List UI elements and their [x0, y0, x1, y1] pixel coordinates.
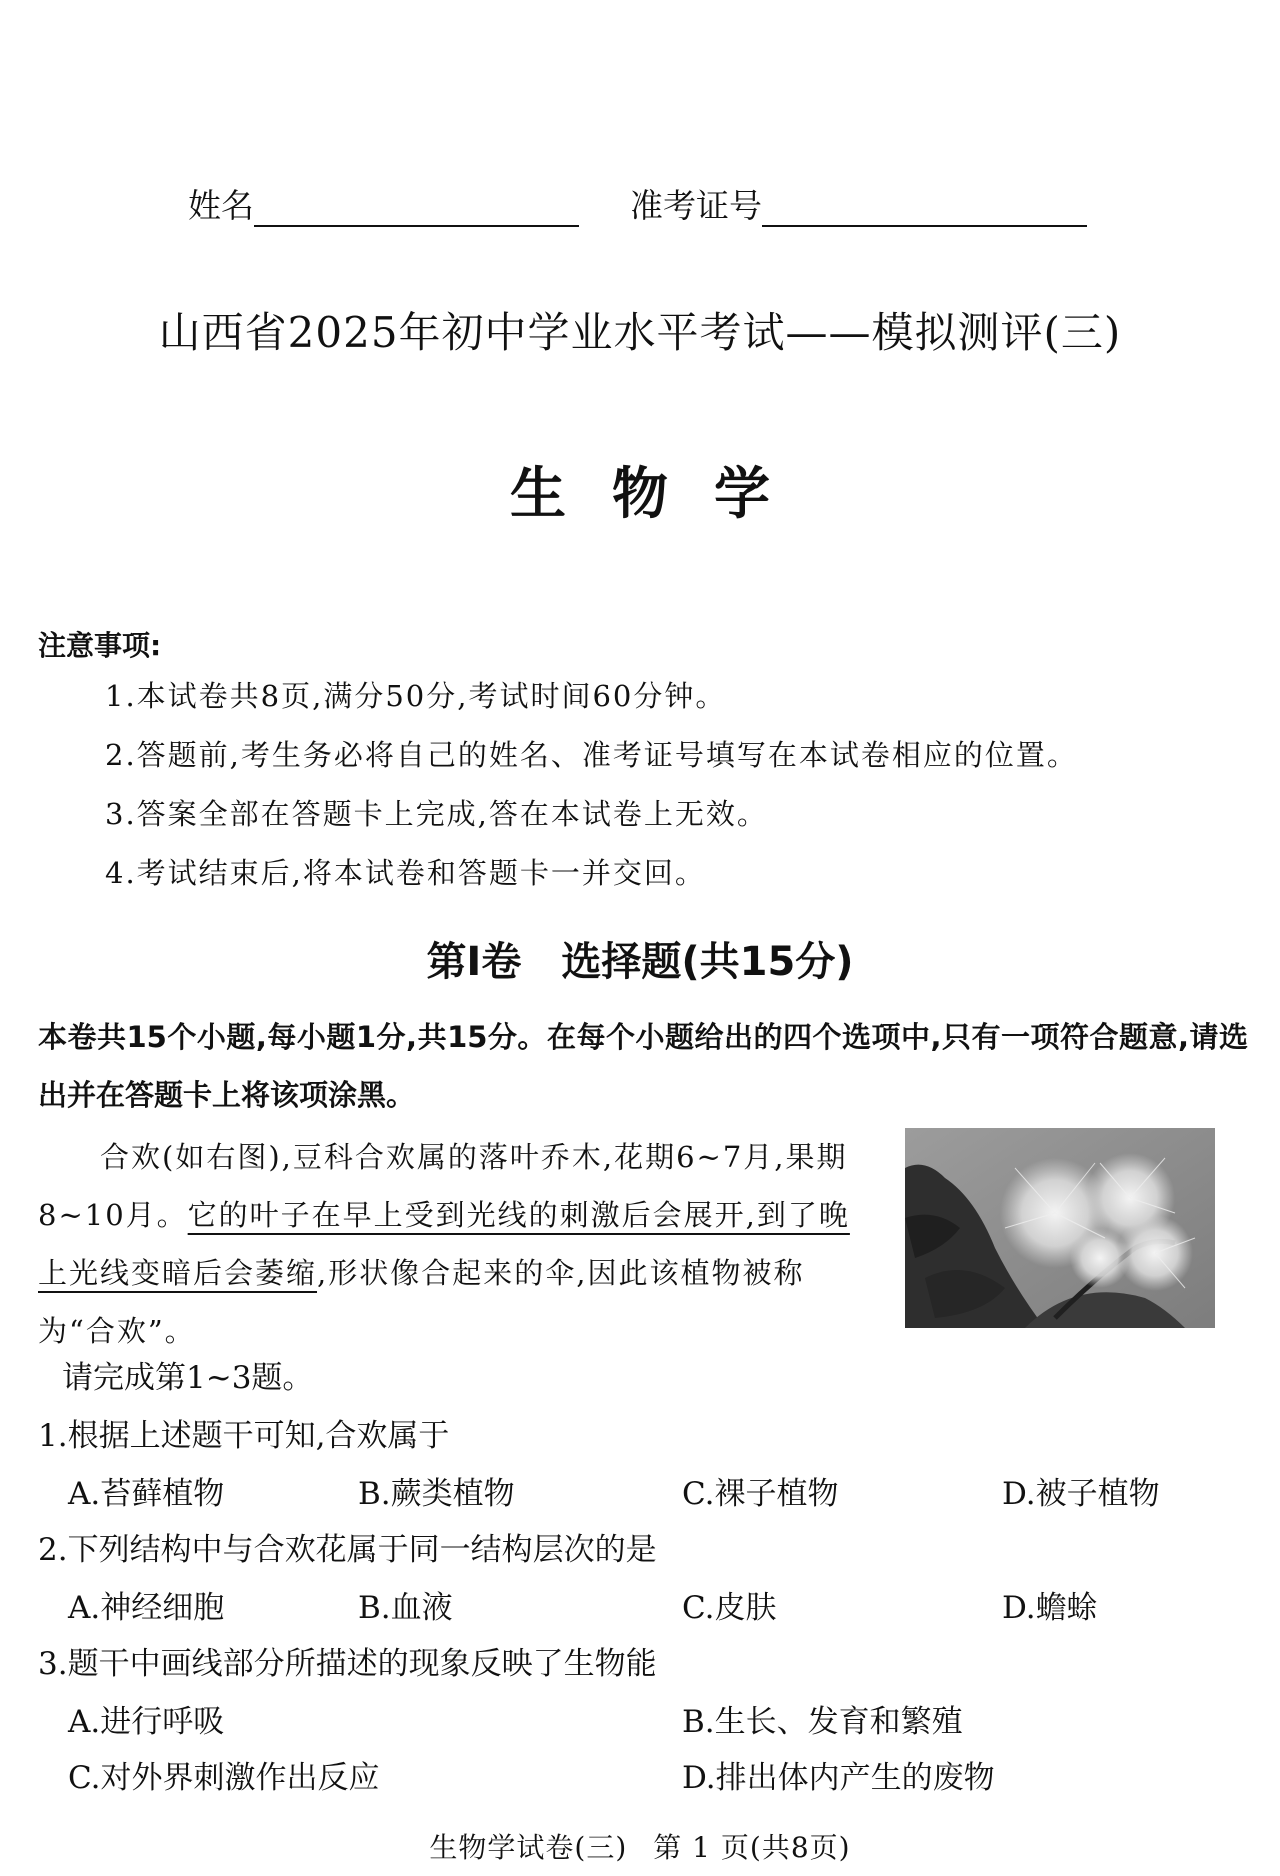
name-label: 姓名 — [188, 186, 254, 225]
option-d: D.蟾蜍 — [1002, 1590, 1098, 1626]
exam-title: 山西省2025年初中学业水平考试——模拟测评(三) — [158, 308, 1122, 357]
notice-item: 2.答题前,考生务必将自己的姓名、准考证号填写在本试卷相应的位置。 — [105, 738, 1078, 772]
notice-item: 4.考试结束后,将本试卷和答题卡一并交回。 — [105, 856, 706, 890]
passage-underlined-text: 它的叶子在早上受到光线的刺激后会展开,到了晚上光线变暗后会萎缩 — [38, 1198, 850, 1290]
question-stem: 3.题干中画线部分所描述的现象反映了生物能 — [38, 1646, 657, 1682]
exam-number-blank-line — [762, 191, 1087, 227]
option-b: B.生长、发育和繁殖 — [682, 1704, 963, 1740]
question-stem: 1.根据上述题干可知,合欢属于 — [38, 1418, 450, 1454]
option-b: B.血液 — [358, 1590, 453, 1626]
part-number: 第Ⅰ卷 — [426, 939, 522, 985]
section-instructions: 本卷共15个小题,每小题1分,共15分。在每个小题给出的四个选项中,只有一项符合题意,请选出并在答题卡上将该项涂黑。 — [38, 1020, 1248, 1112]
option-c: C.裸子植物 — [682, 1476, 839, 1512]
footer-page-number: 第 1 页(共8页) — [653, 1831, 851, 1864]
albizia-flower-photo — [905, 1128, 1215, 1328]
passage-text-end: ,形状像合起来的伞,因此该植物被称为“合欢”。 — [38, 1256, 805, 1348]
name-blank-line — [254, 191, 579, 227]
option-a: A.苔藓植物 — [68, 1476, 225, 1512]
option-d: D.排出体内产生的废物 — [682, 1760, 995, 1796]
option-a: A.神经细胞 — [68, 1590, 225, 1626]
name-field — [188, 180, 579, 227]
exam-number-label: 准考证号 — [630, 186, 762, 225]
option-c: C.对外界刺激作出反应 — [68, 1760, 380, 1796]
question-prompt: 请完成第1~3题。 — [62, 1360, 314, 1396]
subject-title: 生物学 — [510, 462, 816, 527]
exam-number-field — [630, 180, 1087, 227]
page-footer — [0, 1826, 1280, 1866]
notice-item: 3.答案全部在答题卡上完成,答在本试卷上无效。 — [105, 797, 768, 831]
option-b: B.蕨类植物 — [358, 1476, 515, 1512]
footer-paper-title: 生物学试卷(三) — [429, 1831, 628, 1864]
part-title — [0, 930, 1280, 987]
question-stem: 2.下列结构中与合欢花属于同一结构层次的是 — [38, 1532, 657, 1568]
notice-item: 1.本试卷共8页,满分50分,考试时间60分钟。 — [105, 679, 727, 713]
option-c: C.皮肤 — [682, 1590, 777, 1626]
option-d: D.被子植物 — [1002, 1476, 1160, 1512]
reading-passage — [38, 1128, 878, 1360]
part-name: 选择题(共15分) — [561, 939, 854, 985]
option-a: A.进行呼吸 — [68, 1704, 225, 1740]
passage-text: 合欢(如右图),豆科合欢属的落叶乔木,花期6~7月,果期8~10月。 — [38, 1140, 848, 1232]
notice-heading: 注意事项: — [38, 629, 162, 662]
